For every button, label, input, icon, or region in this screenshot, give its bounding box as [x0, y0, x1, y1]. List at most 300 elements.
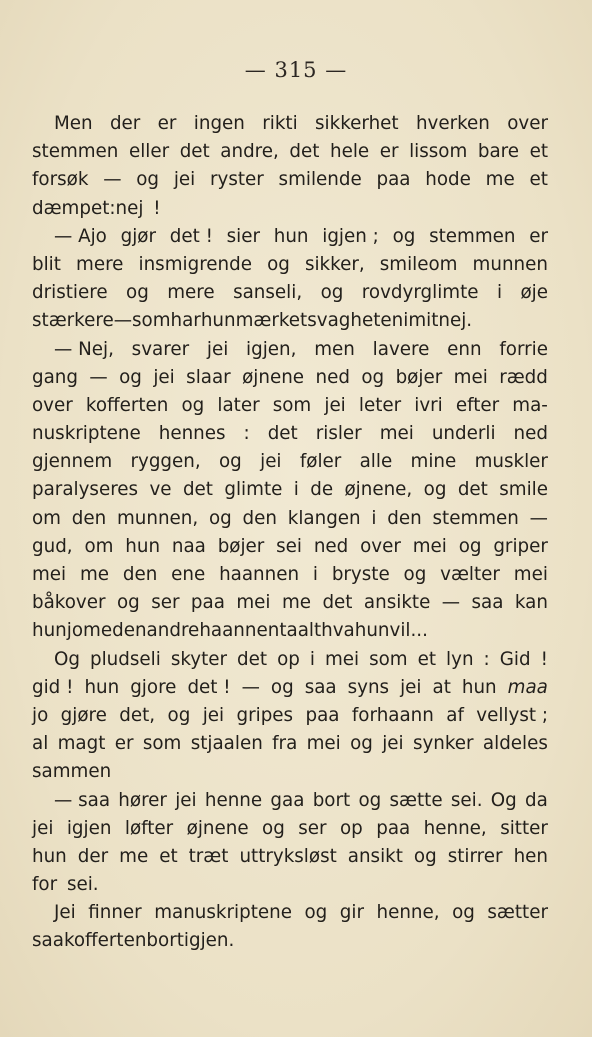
word: og	[136, 169, 160, 191]
word: og	[270, 676, 294, 698]
text-line	[32, 730, 548, 758]
word: nuskriptene	[32, 423, 141, 445]
word: mærket	[235, 310, 308, 332]
word: saa	[304, 676, 337, 698]
word: og	[350, 733, 373, 755]
word: mine	[410, 451, 457, 473]
word: ta	[279, 620, 298, 642]
text-line	[32, 815, 548, 843]
word: ser	[151, 592, 180, 614]
word: :	[243, 423, 250, 445]
word: det,	[119, 704, 156, 726]
word: bryste	[331, 564, 390, 585]
word: paa	[376, 169, 411, 191]
word: me	[79, 564, 110, 585]
word: underli	[431, 423, 496, 445]
word: Og	[490, 789, 517, 811]
word: lavere	[372, 338, 430, 360]
text-line	[32, 251, 548, 279]
word: har	[170, 310, 201, 332]
word: hun	[354, 620, 390, 642]
text-line	[32, 420, 548, 448]
text-line	[32, 166, 548, 194]
word: og	[119, 366, 142, 388]
word: lyn	[446, 648, 474, 670]
word: kofferten	[85, 394, 169, 416]
word: er	[157, 113, 177, 134]
text-line	[32, 674, 548, 702]
word: munnen,	[116, 507, 199, 529]
text-line	[32, 589, 548, 617]
word: bøjer	[395, 366, 443, 388]
word: gjore	[130, 676, 177, 698]
text-line	[32, 927, 548, 955]
word: rikti	[262, 113, 298, 134]
word: Gid	[499, 648, 531, 670]
word: stemmen	[429, 225, 516, 247]
paragraph	[32, 646, 548, 787]
word: jo	[66, 620, 84, 642]
text-line	[32, 561, 548, 589]
word: dristiere	[32, 282, 108, 304]
word: andre	[146, 620, 200, 642]
word: i	[371, 507, 377, 529]
word: et	[529, 141, 548, 163]
word: mei	[513, 564, 548, 585]
word: sei.	[450, 789, 483, 811]
text-line	[32, 195, 548, 223]
word: rædd	[499, 366, 548, 388]
word: det	[237, 648, 268, 670]
word: og	[423, 479, 447, 501]
word: hun	[32, 845, 67, 867]
word: —	[441, 592, 461, 614]
word: al	[32, 733, 49, 755]
word: mei	[32, 564, 67, 585]
word: smilende	[278, 169, 362, 191]
word: gang	[32, 366, 78, 388]
word: den	[387, 507, 422, 529]
word: munnen	[472, 253, 548, 275]
word: stjaalen	[190, 733, 263, 755]
word: aldeles	[482, 733, 548, 755]
text-line	[32, 364, 548, 392]
word: Jei	[54, 902, 76, 924]
text-line	[32, 392, 548, 420]
word: :	[483, 648, 490, 670]
word: forhaann	[351, 704, 434, 726]
text-line	[32, 843, 548, 871]
text-line	[32, 899, 548, 927]
word: vellyst ;	[476, 704, 548, 726]
word: igjen ;	[322, 225, 379, 247]
word: finner	[88, 902, 142, 924]
word: det	[179, 141, 210, 163]
word: skyter	[170, 648, 228, 670]
word: svarer	[131, 338, 190, 360]
word: mei	[379, 423, 414, 445]
word: og	[320, 282, 344, 304]
word: ser	[298, 817, 327, 839]
word: paa	[305, 704, 340, 726]
word: saa	[471, 592, 504, 614]
word: jei	[382, 733, 404, 755]
word: stirrer	[447, 845, 503, 867]
paragraph	[32, 223, 548, 336]
word: —	[241, 676, 260, 698]
word: føler	[299, 451, 342, 473]
word: leter	[358, 394, 402, 416]
word: jei	[173, 169, 196, 191]
word: hun	[200, 310, 236, 332]
word: over	[507, 113, 548, 134]
text-line	[32, 787, 548, 815]
word: mei	[412, 535, 447, 557]
word: jei	[400, 676, 422, 698]
word: stemmen	[32, 141, 119, 163]
word: maa	[507, 676, 548, 698]
word: bøjer	[217, 535, 265, 557]
word: lissom	[409, 141, 468, 163]
word: andre,	[220, 141, 279, 163]
word: ryggen,	[130, 451, 201, 473]
word: gjennem	[32, 451, 113, 473]
word: paralyseres	[32, 479, 139, 501]
word: hverken	[415, 113, 490, 134]
word: haannen	[199, 620, 280, 642]
word: slaar	[186, 366, 231, 388]
word: ryster	[209, 169, 264, 191]
word: over	[32, 394, 73, 416]
word: kan	[514, 592, 548, 614]
word: nej.	[438, 310, 473, 332]
word: uttryksløst	[239, 845, 337, 867]
word: øjnene	[242, 366, 305, 388]
word: —	[113, 310, 132, 332]
word: gripes	[236, 704, 294, 726]
word: muskler	[474, 451, 548, 473]
word: hun	[84, 676, 120, 698]
word: og	[126, 282, 149, 304]
word: saa	[32, 930, 64, 952]
word: ve	[149, 479, 172, 501]
word: mit	[408, 310, 439, 332]
paragraph	[32, 336, 548, 646]
text-line	[32, 758, 548, 786]
word: glimte	[224, 479, 283, 501]
word: og	[304, 902, 328, 924]
word: forsøk	[32, 169, 89, 191]
word: hun	[32, 620, 67, 642]
word: gaa	[270, 789, 305, 811]
word: et	[159, 845, 178, 867]
text-line	[32, 646, 548, 674]
word: insmigrende	[138, 253, 252, 275]
word: hen	[513, 845, 548, 867]
word: der	[109, 113, 141, 134]
word: det	[322, 592, 353, 614]
word: hva	[321, 620, 355, 642]
word: kofferten	[63, 930, 147, 952]
word: men	[314, 338, 355, 360]
word: stærkere	[32, 310, 114, 332]
word: et	[417, 648, 437, 670]
text-line	[32, 533, 548, 561]
word: er	[529, 225, 548, 247]
word: de	[310, 479, 334, 501]
word: paa	[376, 817, 411, 839]
word: jei	[32, 817, 54, 839]
word: blit	[32, 253, 61, 275]
word: Men	[54, 113, 93, 134]
word: der	[77, 845, 109, 867]
word: hode	[425, 169, 471, 191]
word: i	[312, 564, 318, 585]
word: som	[369, 648, 408, 670]
word: efter	[455, 394, 500, 416]
word: og	[262, 817, 285, 839]
word: — Nej,	[54, 338, 114, 360]
word: løfter	[124, 817, 174, 839]
word: og	[361, 366, 385, 388]
word: dæmpet:	[32, 197, 116, 219]
word: det	[182, 479, 213, 501]
word: svagheten	[307, 310, 404, 332]
word: øje	[520, 282, 548, 304]
word: vil...	[389, 620, 428, 642]
word: et	[529, 169, 548, 191]
word: gid !	[32, 676, 74, 698]
word: og	[452, 902, 475, 924]
word: hun	[273, 225, 309, 247]
word: vælter	[440, 564, 500, 585]
word: ned	[313, 535, 349, 557]
word: i	[309, 648, 315, 670]
text-line	[32, 476, 548, 504]
word: pludseli	[90, 648, 161, 670]
word: henne	[204, 789, 263, 811]
word: synker	[412, 733, 474, 755]
word: ma-	[512, 394, 548, 416]
text-line	[32, 505, 548, 533]
word: me	[281, 592, 312, 614]
word: igjen	[66, 817, 112, 839]
word: —	[89, 366, 108, 388]
word: jei	[153, 366, 175, 388]
word: hun	[461, 676, 497, 698]
word: øjnene	[186, 817, 249, 839]
word: det	[267, 423, 298, 445]
body-text	[32, 110, 548, 956]
word: hun	[125, 535, 161, 557]
word: da	[525, 789, 548, 811]
word: sætte	[389, 789, 443, 811]
word: henne,	[423, 817, 487, 839]
word: smileom	[379, 253, 458, 275]
text-line	[32, 702, 548, 730]
word: fra	[272, 733, 298, 755]
word: mei	[324, 648, 360, 670]
word: sier	[226, 225, 261, 247]
word: jei	[202, 704, 225, 726]
word: den	[71, 507, 107, 529]
word: op	[339, 817, 363, 839]
word: i	[496, 282, 503, 304]
word: jei	[260, 451, 282, 473]
word: den	[242, 507, 277, 529]
word: mere	[167, 282, 215, 304]
text-line	[32, 336, 548, 364]
text-line	[32, 110, 548, 138]
word: af	[446, 704, 464, 726]
text-line	[32, 448, 548, 476]
word: og	[458, 535, 482, 557]
word: gjøre	[60, 704, 107, 726]
word: det	[289, 141, 320, 163]
word: båkover	[32, 592, 106, 614]
word: klangen	[287, 507, 361, 529]
word: haannen	[219, 564, 300, 585]
word: —	[103, 169, 122, 191]
word: øjnene,	[344, 479, 413, 501]
word: igjen.	[183, 930, 235, 952]
word: ene	[171, 564, 206, 585]
word: me	[485, 169, 515, 191]
word: ansikt	[347, 845, 403, 867]
word: som	[272, 394, 312, 416]
word: !	[540, 648, 548, 670]
word: er	[379, 141, 399, 163]
word: sei	[276, 535, 303, 557]
page-number: — 315 —	[244, 58, 348, 82]
text-line	[32, 279, 548, 307]
word: og	[267, 253, 290, 275]
text-line	[32, 138, 548, 166]
word: henne,	[376, 902, 440, 924]
word: jei	[324, 394, 346, 416]
word: træt	[188, 845, 229, 867]
word: Og	[54, 648, 80, 670]
word: og	[181, 394, 205, 416]
text-line	[32, 871, 548, 899]
word: ansikte	[363, 592, 431, 614]
word: i	[403, 310, 409, 332]
word: og	[413, 845, 437, 867]
text-line	[32, 617, 548, 645]
word: me	[119, 845, 149, 867]
word: som	[142, 733, 182, 755]
word: det	[457, 479, 488, 501]
word: later	[217, 394, 260, 416]
word: op	[277, 648, 300, 670]
word: mei	[236, 592, 271, 614]
word: risler	[315, 423, 362, 445]
word: jo	[32, 704, 49, 726]
word: sitter	[500, 817, 548, 839]
word: bort	[312, 789, 351, 811]
paragraph	[32, 787, 548, 900]
word: og	[219, 451, 242, 473]
word: sætter	[487, 902, 548, 924]
word: gjør	[120, 225, 156, 247]
word: paa	[190, 592, 225, 614]
word: sikker,	[304, 253, 365, 275]
word: syns	[347, 676, 390, 698]
word: eller	[128, 141, 170, 163]
word: rovdyrglimte	[361, 282, 479, 304]
word: hennes	[158, 423, 226, 445]
word: om	[84, 535, 114, 557]
word: jei	[206, 338, 229, 360]
word: hele	[330, 141, 370, 163]
word: og	[392, 225, 416, 247]
word: igjen,	[246, 338, 297, 360]
word: bort	[146, 930, 184, 952]
word: ned	[315, 366, 350, 388]
word: smile	[499, 479, 548, 501]
paragraph	[32, 899, 548, 955]
word: ned	[513, 423, 548, 445]
word: ivri	[414, 394, 443, 416]
word: — saa	[54, 789, 111, 811]
word: stemmen	[432, 507, 519, 529]
word: og	[116, 592, 140, 614]
word: sikkerhet	[315, 113, 399, 134]
word: sanseli,	[233, 282, 303, 304]
word: griper	[493, 535, 548, 557]
word: naa	[171, 535, 206, 557]
word: om	[32, 507, 61, 529]
word: det !	[187, 676, 231, 698]
word: forrie	[499, 338, 548, 360]
word: at	[432, 676, 451, 698]
word: og	[403, 564, 427, 585]
word: den	[112, 620, 147, 642]
word: mere	[76, 253, 124, 275]
word: enn	[447, 338, 482, 360]
text-line	[32, 223, 548, 251]
word: sammen	[32, 761, 112, 783]
text-line	[32, 307, 548, 335]
word: alle	[359, 451, 393, 473]
word: magt	[57, 733, 106, 755]
word: hører	[118, 789, 167, 811]
word: manuskriptene	[154, 902, 292, 924]
word: nej !	[115, 197, 161, 219]
word: den	[122, 564, 158, 585]
word: og	[208, 507, 232, 529]
word: som	[131, 310, 171, 332]
word: og	[167, 704, 191, 726]
word: er	[114, 733, 134, 755]
word: over	[360, 535, 401, 557]
word: gir	[339, 902, 364, 924]
word: i	[293, 479, 299, 501]
word: ingen	[193, 113, 245, 134]
word: gud,	[32, 535, 73, 557]
word: mei	[306, 733, 341, 755]
word: —	[529, 507, 548, 529]
word: mei	[453, 366, 488, 388]
word: for sei.	[32, 874, 99, 896]
word: det !	[169, 225, 213, 247]
word: jei	[175, 789, 197, 811]
word: me	[83, 620, 113, 642]
word: alt	[297, 620, 322, 642]
paragraph	[32, 110, 548, 223]
word: — Ajo	[54, 225, 107, 247]
word: og	[358, 789, 382, 811]
